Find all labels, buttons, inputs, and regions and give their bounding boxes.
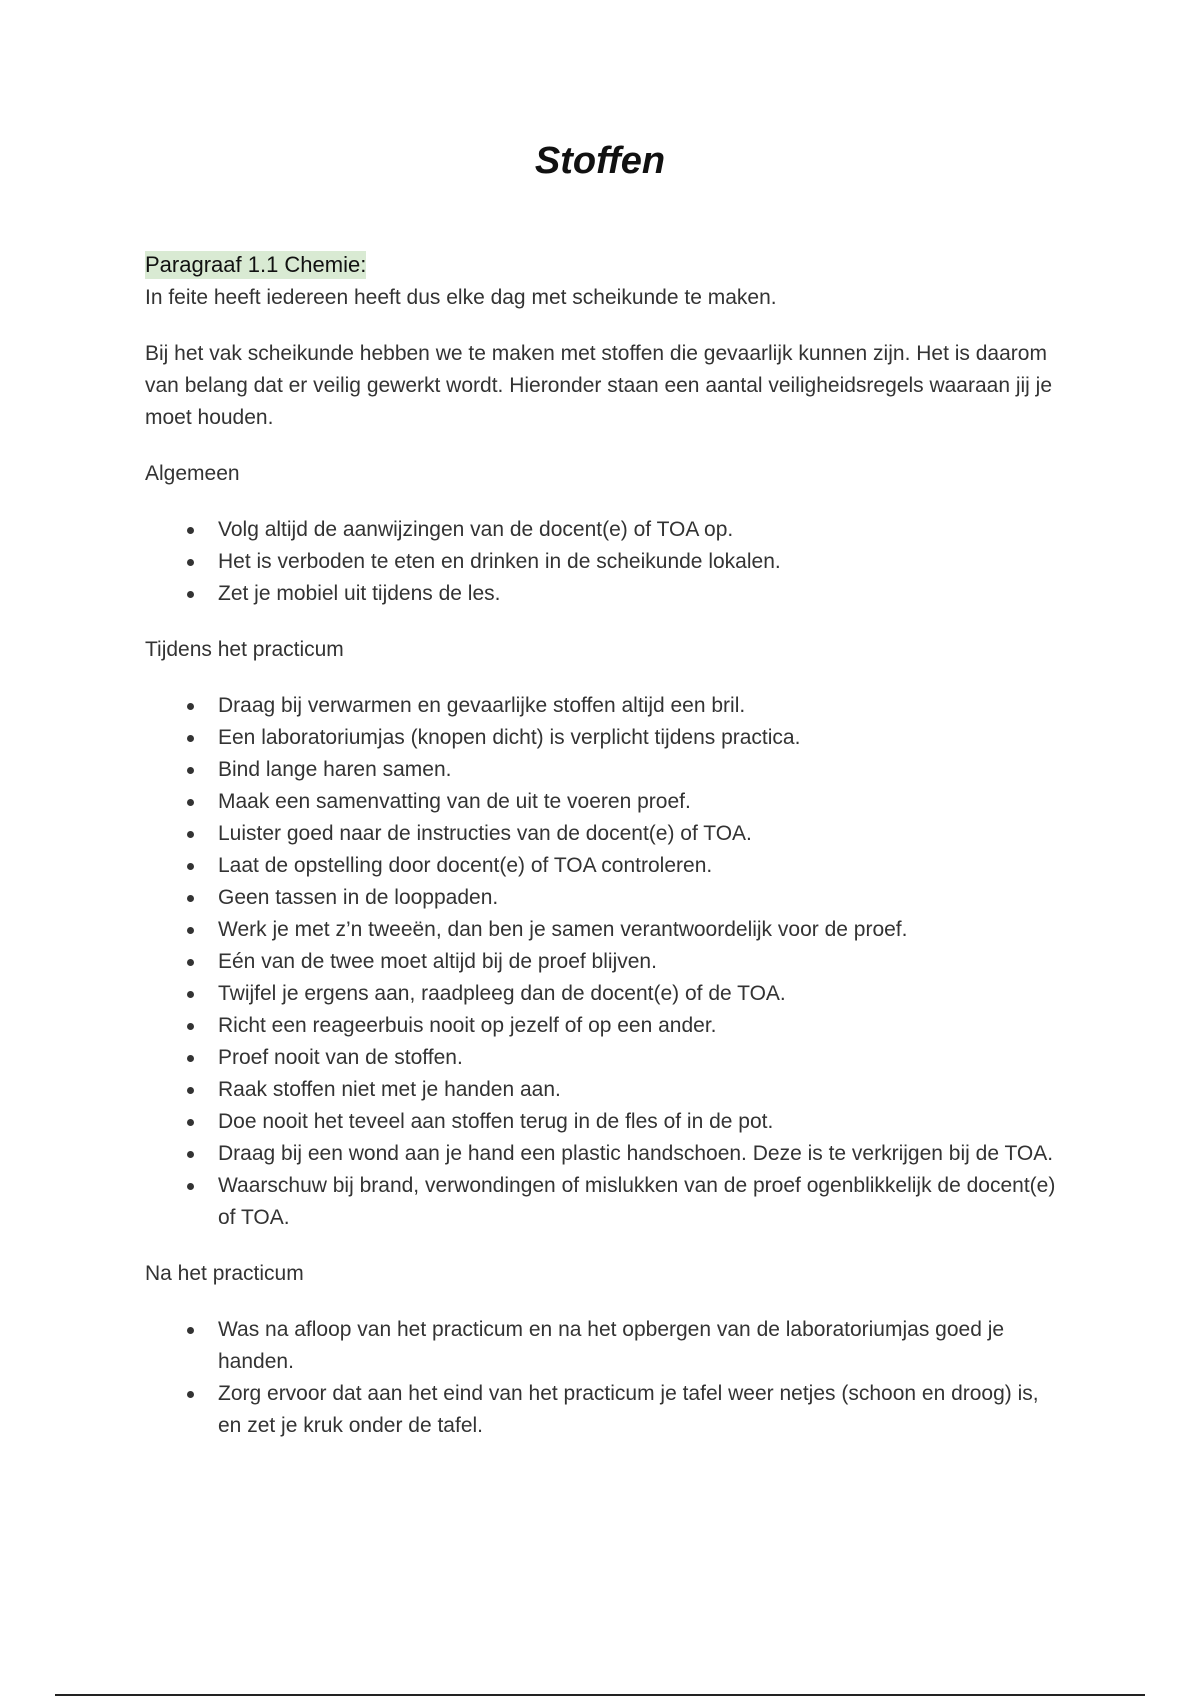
page-title: Stoffen (534, 140, 666, 182)
list-item: Doe nooit het teveel aan stoffen terug in de fles of in de pot. (145, 1106, 1065, 1138)
page-bottom-divider (55, 1694, 1145, 1696)
list-item: Zet je mobiel uit tijdens de les. (145, 578, 1065, 610)
section-heading: Paragraaf 1.1 Chemie: (145, 252, 367, 277)
section-label-algemeen: Algemeen (145, 462, 240, 485)
list-item: Volg altijd de aanwijzingen van de docent(e) of TOA op. (145, 514, 1065, 546)
rules-list-na-practicum (145, 1314, 1065, 1442)
list-item: Het is verboden te eten en drinken in de scheikunde lokalen. (145, 546, 1065, 578)
list-item: Eén van de twee moet altijd bij de proef blijven. (145, 946, 1065, 978)
intro-text: In feite heeft iedereen heeft dus elke dag met scheikunde te maken. (145, 286, 777, 309)
list-item: Draag bij een wond aan je hand een plastic handschoen. Deze is te verkrijgen bij de TOA. (145, 1138, 1065, 1170)
list-item: Werk je met z’n tweeën, dan ben je samen verantwoordelijk voor de proef. (145, 914, 1065, 946)
list-item: Maak een samenvatting van de uit te voeren proef. (145, 786, 1065, 818)
document-body (145, 250, 1065, 1442)
list-item: Draag bij verwarmen en gevaarlijke stoffen altijd een bril. (145, 690, 1065, 722)
list-item: Twijfel je ergens aan, raadpleeg dan de docent(e) of de TOA. (145, 978, 1065, 1010)
list-item: Richt een reageerbuis nooit op jezelf of op een ander. (145, 1010, 1065, 1042)
list-item: Waarschuw bij brand, verwondingen of mislukken van de proef ogenblikkelijk de docent(e) of TOA. (145, 1170, 1065, 1234)
section-label-tijdens-practicum: Tijdens het practicum (145, 638, 344, 661)
list-item: Luister goed naar de instructies van de docent(e) of TOA. (145, 818, 1065, 850)
rules-list-algemeen (145, 514, 1065, 610)
list-item: Een laboratoriumjas (knopen dicht) is verplicht tijdens practica. (145, 722, 1065, 754)
safety-paragraph: Bij het vak scheikunde hebben we te maken met stoffen die gevaarlijk kunnen zijn. Het is daarom van belang dat er veilig gewerkt wordt. Hieronder staan een aantal veiligheidsregels waaraan jij je moet houden. (145, 342, 1053, 429)
list-item: Was na afloop van het practicum en na het opbergen van de laboratoriumjas goed je handen. (145, 1314, 1065, 1378)
list-item: Geen tassen in de looppaden. (145, 882, 1065, 914)
list-item: Proef nooit van de stoffen. (145, 1042, 1065, 1074)
list-item: Laat de opstelling door docent(e) of TOA controleren. (145, 850, 1065, 882)
list-item: Raak stoffen niet met je handen aan. (145, 1074, 1065, 1106)
list-item: Bind lange haren samen. (145, 754, 1065, 786)
rules-list-tijdens-practicum (145, 690, 1065, 1234)
section-label-na-practicum: Na het practicum (145, 1262, 304, 1285)
list-item: Zorg ervoor dat aan het eind van het practicum je tafel weer netjes (schoon en droog) is, en zet je kruk onder de tafel. (145, 1378, 1065, 1442)
